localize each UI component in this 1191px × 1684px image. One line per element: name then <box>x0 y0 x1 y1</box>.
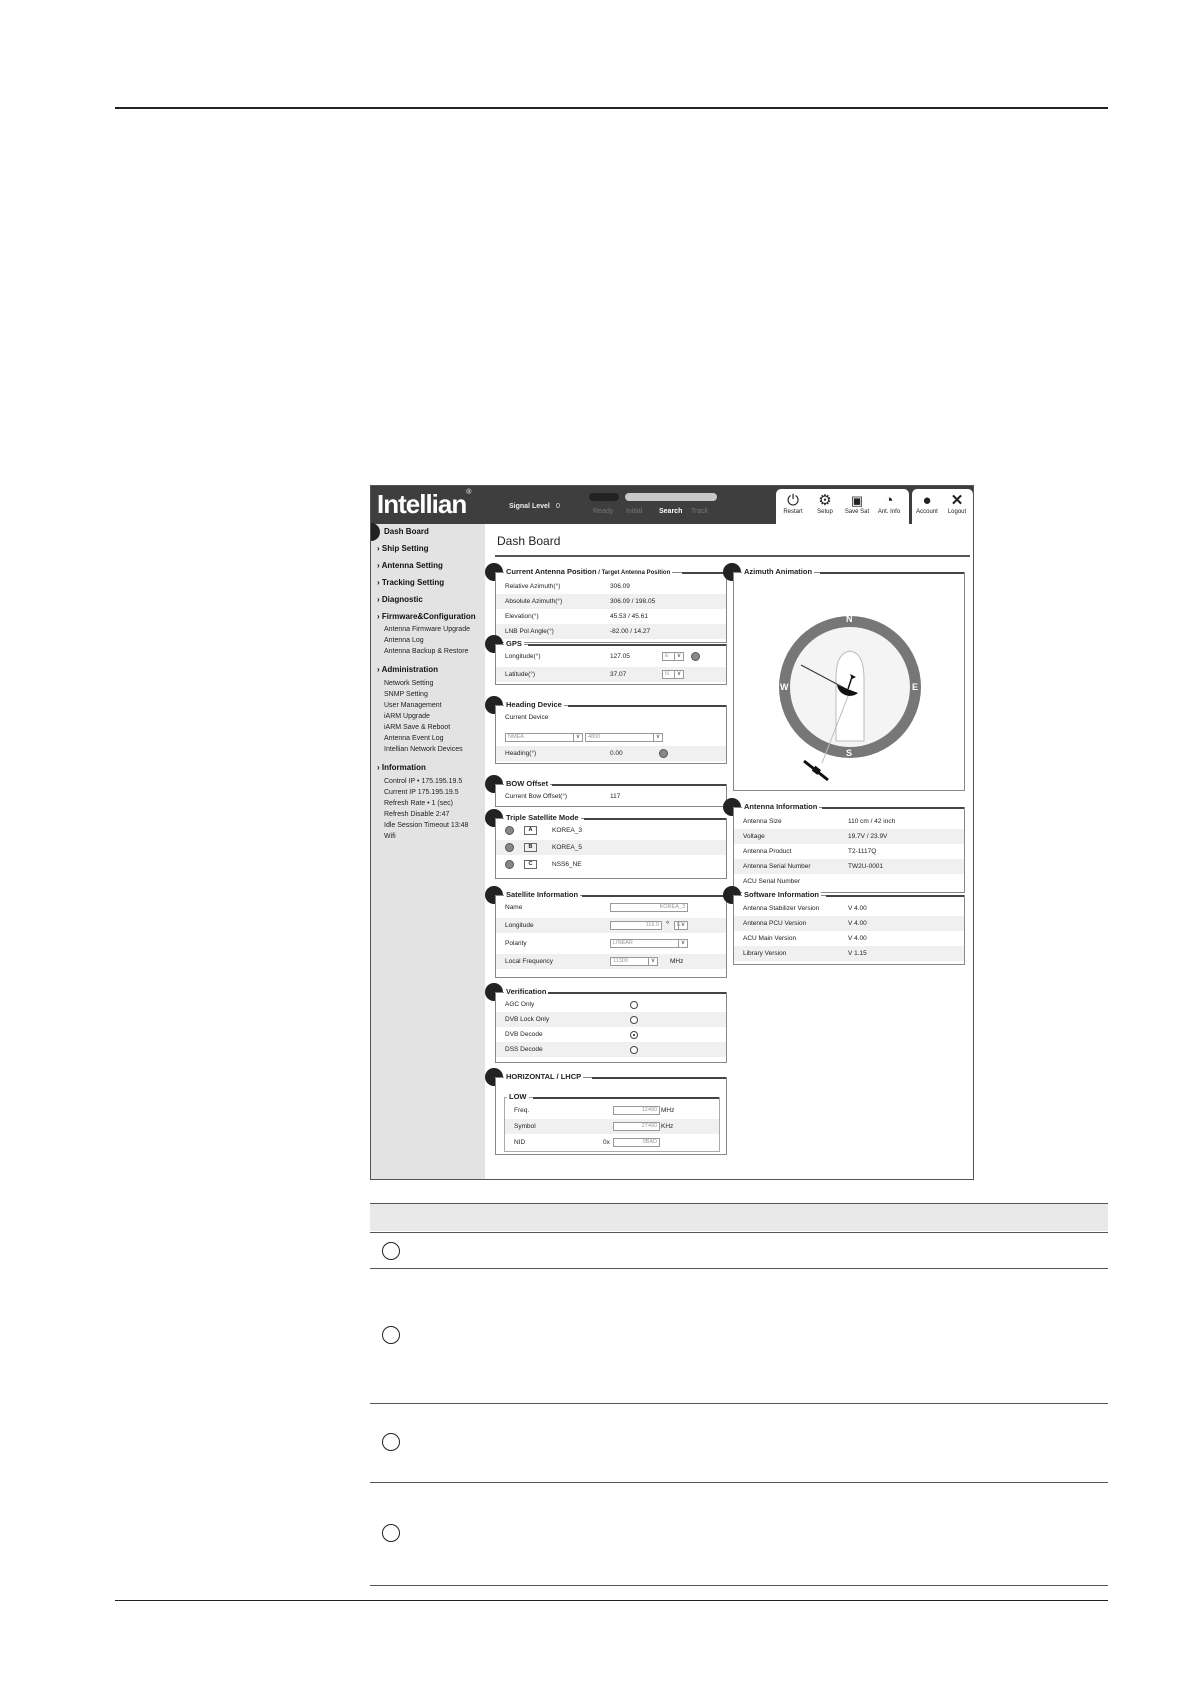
software-info-row: ACU Main Version V 4.00 <box>743 935 867 942</box>
symbol-row: Symbol KHz <box>505 1119 719 1134</box>
panel-title-rule <box>584 818 726 820</box>
app-header <box>371 486 973 524</box>
heading-status-led <box>659 749 668 758</box>
gps-latitude-row: Latitude(°) 37.07 <box>496 667 726 682</box>
dss-decode-radio[interactable] <box>630 1046 638 1054</box>
sidebar-subitem-network-setting[interactable]: Network Setting <box>384 680 434 687</box>
close-icon: ✕ <box>950 492 964 509</box>
table-rule <box>370 1585 1108 1586</box>
gps-longitude-row: Longitude(°) 127.05 <box>505 653 630 660</box>
sidebar-item-diagnostic[interactable]: › Diagnostic <box>377 595 423 604</box>
ant-info-button[interactable]: ◔ Ant. Info <box>874 492 904 515</box>
table-rule <box>370 1403 1108 1404</box>
main-content <box>485 524 973 1180</box>
panel-title-rule <box>826 895 964 897</box>
mode-search: Search <box>659 508 683 515</box>
info-current-ip: Current IP 175.195.19.5 <box>384 789 459 796</box>
gps-panel <box>495 639 727 685</box>
sat-longitude-dir-select[interactable]: E v <box>674 921 688 930</box>
table-rule <box>370 1232 1108 1233</box>
antenna-info-panel <box>733 802 965 893</box>
antenna-info-row: Antenna Product T2-1117Q <box>743 848 877 855</box>
position-row: Elevation(°) 45.53 / 45.61 <box>505 613 648 620</box>
satellite-a-led <box>505 826 514 835</box>
position-row: Absolute Azimuth(°) 306.09 / 198.05 <box>496 594 726 609</box>
antenna-info-row: ACU Serial Number <box>743 878 801 885</box>
gps-status-led <box>691 652 700 661</box>
signal-level-value: 0 <box>556 503 560 510</box>
bow-offset-panel <box>495 779 727 807</box>
compass-south-label: S <box>846 748 853 758</box>
triple-satellite-title: Triple Satellite Mode <box>506 813 579 822</box>
heading-baud-select[interactable]: 4800 v <box>585 733 663 742</box>
bow-offset-title: BOW Offset <box>506 779 549 788</box>
page-top-rule <box>115 107 1108 109</box>
heading-device-select[interactable]: NMEA v <box>505 733 583 742</box>
satellite-slot-row: NSS6_NE <box>552 861 582 868</box>
low-band-group <box>504 1092 720 1152</box>
antenna-mode-indicator <box>589 490 719 520</box>
panel-title-rule <box>528 644 726 646</box>
azimuth-animation-title: Azimuth Animation <box>744 567 813 576</box>
sidebar-subitem-snmp-setting[interactable]: SNMP Setting <box>384 691 428 698</box>
mode-ready: Ready <box>593 508 614 515</box>
panel-title-rule <box>568 705 726 707</box>
bow-offset-row: Current Bow Offset(°) 117 <box>505 793 621 800</box>
sat-local-frequency-select[interactable]: 11300 v <box>610 957 658 966</box>
antenna-info-row: Antenna Size 110 cm / 42 inch <box>743 818 896 825</box>
satellite-info-title: Satellite Information <box>506 890 579 899</box>
software-info-panel <box>733 890 965 965</box>
dvb-decode-radio[interactable] <box>630 1031 638 1039</box>
current-device-row: Current Device <box>505 714 549 721</box>
info-control-ip: Control IP • 175.195.19.5 <box>384 778 463 785</box>
save-sat-button[interactable]: ▣ Save Sat <box>842 492 872 515</box>
info-idle-timeout: Idle Session Timeout 13:48 <box>384 822 469 829</box>
compass-west-label: W <box>780 682 789 692</box>
verification-title: Verification <box>506 987 547 996</box>
page-title: Dash Board <box>497 534 561 548</box>
antenna-icon: ◔ <box>884 492 894 509</box>
sat-name-row: Name <box>505 904 523 911</box>
azimuth-animation-panel <box>733 567 965 791</box>
table-row-number-circle <box>382 1326 400 1344</box>
brand-logo: Intellian® <box>377 489 471 519</box>
verification-option-row: DSS Decode <box>496 1042 726 1057</box>
sidebar <box>371 524 485 1180</box>
nid-field[interactable]: 0BAD <box>613 1138 660 1147</box>
sat-name-field[interactable]: KOREA_3 <box>610 903 688 912</box>
antenna-position-title: Current Antenna Position / Target Antenna Position <box>506 567 671 576</box>
sidebar-item-tracking-setting[interactable]: › Tracking Setting <box>377 578 445 587</box>
sidebar-subitem-iarm-save-reboot[interactable]: iARM Save & Reboot <box>384 724 451 731</box>
satellite-slot-row: KOREA_3 <box>552 827 582 834</box>
sidebar-item-ship-setting[interactable]: › Ship Setting <box>377 544 429 553</box>
compass-east-label: E <box>912 682 919 692</box>
mode-initial: Initial <box>626 508 643 515</box>
table-header <box>370 1204 1108 1231</box>
save-icon: ▣ <box>850 493 864 508</box>
signal-level-label: Signal Level <box>509 503 550 510</box>
sidebar-item-information[interactable]: › Information <box>377 763 426 772</box>
software-info-row: Antenna Stabilizer Version V 4.00 <box>743 905 867 912</box>
table-rule <box>370 1268 1108 1269</box>
heading-device-title: Heading Device <box>506 700 562 709</box>
gear-icon: ⚙ <box>818 492 832 509</box>
nid-row: NID 0x <box>514 1139 610 1146</box>
sidebar-item-dashboard[interactable]: Dash Board <box>384 527 429 536</box>
title-rule <box>495 555 970 557</box>
compass-display <box>734 573 966 792</box>
antenna-info-row: Antenna Serial Number TW2U-0001 <box>734 859 964 874</box>
verification-option-row: DVB Decode <box>505 1031 543 1038</box>
satellite-c-tag: C <box>524 860 537 869</box>
sidebar-subitem-event-log[interactable]: Antenna Event Log <box>384 735 444 742</box>
antenna-position-panel <box>495 567 727 643</box>
info-wifi: Wifi <box>384 833 396 840</box>
compass-north-label: N <box>846 614 853 624</box>
sidebar-subitem-antenna-log[interactable]: Antenna Log <box>384 637 424 644</box>
info-refresh-rate[interactable]: Refresh Rate • 1 (sec) <box>384 800 453 807</box>
satellite-b-tag: B <box>524 843 537 852</box>
panel-title-rule <box>682 572 726 574</box>
low-band-title: LOW <box>509 1092 527 1101</box>
satellite-a-tag: A <box>524 826 537 835</box>
panel-title-rule <box>592 1077 726 1079</box>
gps-longitude-dir-select[interactable]: E v <box>662 652 684 661</box>
account-button[interactable]: ● Account <box>912 492 942 515</box>
freq-field[interactable]: 12490 <box>613 1106 660 1115</box>
mode-bar-active <box>625 493 717 501</box>
sidebar-subitem-firmware-upgrade[interactable]: Antenna Firmware Upgrade <box>384 626 470 633</box>
gps-latitude-dir-select[interactable]: N v <box>662 670 684 679</box>
account-toolbar <box>912 489 973 524</box>
setup-button[interactable]: ⚙ Setup <box>810 492 840 515</box>
table-row-number-circle <box>382 1242 400 1260</box>
satellite-info-panel <box>495 890 727 978</box>
dashboard-screenshot <box>370 485 974 1180</box>
position-row: Relative Azimuth(°) 306.09 <box>505 583 630 590</box>
software-info-row: Antenna PCU Version V 4.00 <box>734 916 964 931</box>
sidebar-subitem-iarm-upgrade[interactable]: iARM Upgrade <box>384 713 430 720</box>
ship-outline <box>836 651 864 741</box>
restart-button[interactable]: ⏻ Restart <box>778 492 808 515</box>
heading-value-row: Heading(°) 0.00 <box>496 746 726 761</box>
panel-title-rule <box>552 784 726 786</box>
gps-title: GPS <box>506 639 522 648</box>
logout-button[interactable]: ✕ Logout <box>942 492 972 515</box>
horizontal-lhcp-title: HORIZONTAL / LHCP <box>506 1072 582 1081</box>
table-row-number-circle <box>382 1524 400 1542</box>
table-row-number-circle <box>382 1433 400 1451</box>
heading-device-panel <box>495 700 727 764</box>
page-bottom-rule <box>115 1600 1108 1601</box>
sidebar-subitem-backup-restore[interactable]: Antenna Backup & Restore <box>384 648 469 655</box>
symbol-field[interactable]: 27490 <box>613 1122 660 1131</box>
sidebar-subitem-user-management[interactable]: User Management <box>384 702 442 709</box>
callout-marker <box>370 523 380 541</box>
position-row: LNB Pol Angle(°) -82.00 / 14.27 <box>496 624 726 639</box>
sat-longitude-row: Longitude ° <box>496 918 726 933</box>
toolbar <box>776 489 909 524</box>
verification-option-row: AGC Only <box>505 1001 535 1008</box>
sidebar-item-administration[interactable]: › Administration <box>377 665 439 674</box>
sat-local-frequency-row: Local Frequency MHz <box>496 954 726 969</box>
antenna-info-row: Voltage 19.7V / 23.9V <box>734 829 964 844</box>
triple-satellite-panel <box>495 813 727 879</box>
antenna-info-title: Antenna Information <box>744 802 818 811</box>
panel-title-rule <box>822 807 964 809</box>
mode-bar-left <box>589 493 619 501</box>
verification-panel <box>495 987 727 1063</box>
user-icon: ● <box>922 492 932 509</box>
software-info-title: Software Information <box>744 890 820 899</box>
freq-row: Freq. MHz <box>514 1107 675 1114</box>
satellite-slot-row: KOREA_5 <box>496 840 726 855</box>
satellite-c-led <box>505 860 514 869</box>
agc-only-radio[interactable] <box>630 1001 638 1009</box>
sat-polarity-select[interactable]: LINEAR v <box>610 939 688 948</box>
sidebar-subitem-network-devices[interactable]: Intellian Network Devices <box>384 746 463 753</box>
verification-option-row: DVB Lock Only <box>496 1012 726 1027</box>
sidebar-item-antenna-setting[interactable]: › Antenna Setting <box>377 561 443 570</box>
sat-polarity-row: Polarity <box>505 940 527 947</box>
software-info-row: Library Version V 1.15 <box>734 946 964 961</box>
horizontal-lhcp-panel <box>495 1072 727 1155</box>
mode-track: Track <box>691 508 709 515</box>
panel-title-rule <box>533 1097 719 1099</box>
panel-title-rule <box>582 895 726 897</box>
sat-longitude-field[interactable]: 116.0 <box>610 921 662 930</box>
info-refresh-disable[interactable]: Refresh Disable 2:47 <box>384 811 450 818</box>
sidebar-item-firmware[interactable]: › Firmware&Configuration <box>377 612 476 621</box>
satellite-b-led <box>505 843 514 852</box>
dvb-lock-only-radio[interactable] <box>630 1016 638 1024</box>
table-rule <box>370 1482 1108 1483</box>
power-icon: ⏻ <box>787 492 799 509</box>
panel-title-rule <box>548 992 726 994</box>
